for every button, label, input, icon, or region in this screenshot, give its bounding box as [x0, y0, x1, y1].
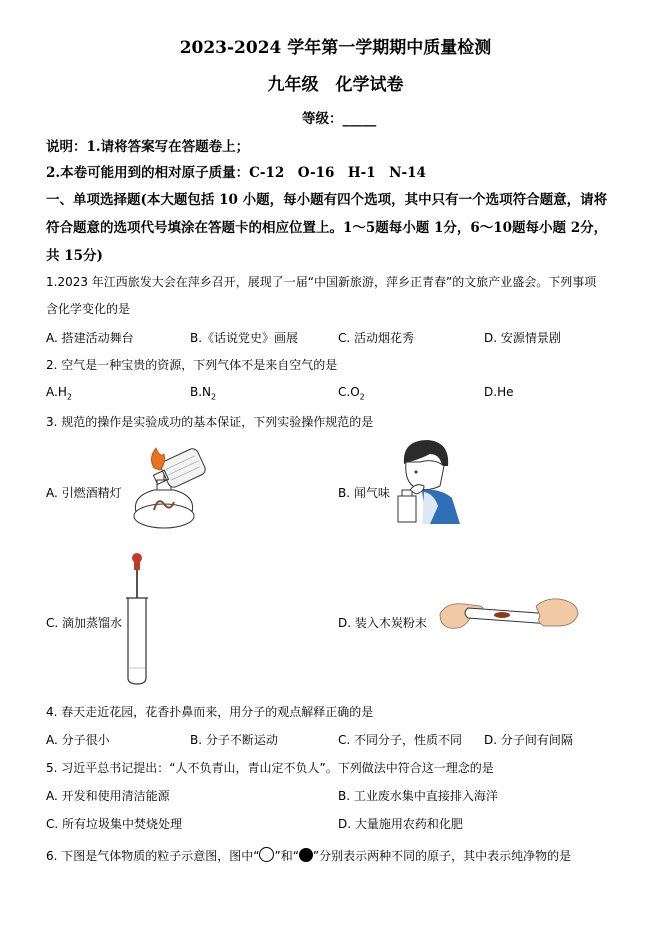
q1-stem-line1: 1.2023 年江西旅发大会在萍乡召开，展现了一届“中国新旅游，萍乡正青春”的文旅产业盛会。下列事项 [46, 275, 597, 289]
q5-option-a: A. 开发和使用清洁能源 [46, 789, 170, 803]
note-2: 2.本卷可能用到的相对原子质量：C-12 O-16 H-1 N-14 [46, 165, 426, 181]
q5-stem: 5. 习近平总书记提出：“人不负青山，青山定不负人”。下列做法中符合这一理念的是 [46, 761, 494, 775]
q1-option-b: B.《话说党史》画展 [190, 331, 299, 345]
q1-option-a: A. 搭建活动舞台 [46, 331, 134, 345]
q5-option-c: C. 所有垃圾集中焚烧处理 [46, 817, 183, 831]
section1-line3: 共 15分) [46, 248, 103, 264]
hollow-atom-icon [259, 847, 274, 862]
q1-option-c: C. 活动烟花秀 [338, 331, 415, 345]
q2-option-d: D.He [484, 385, 514, 399]
q3-option-a: A. 引燃酒精灯 [46, 486, 122, 500]
dropper-test-tube-illustration [124, 552, 154, 686]
q2-option-a: $A.H_2$ [46, 385, 72, 402]
charcoal-powder-illustration [440, 596, 580, 636]
q2-stem: 2. 空气是一种宝贵的资源，下列气体不是来自空气的是 [46, 358, 338, 372]
smell-gas-illustration [394, 436, 464, 524]
section1-line1: 一、单项选择题(本大题包括 10 小题，每小题有四个选项，其中只有一个选项符合题意，请将 [46, 192, 608, 208]
grade-blank: _____ [342, 111, 377, 127]
q3-stem: 3. 规范的操作是实验成功的基本保证，下列实验操作规范的是 [46, 415, 374, 429]
q2-option-c: $C.O_2$ [338, 385, 365, 402]
section1-line2: 符合题意的选项代号填涂在答题卡的相应位置上。1～5题每小题 1分，6～10题每小题 2分， [46, 220, 608, 236]
grade-label: 等级： [302, 111, 343, 127]
q4-option-c: C. 不同分子，性质不同 [338, 733, 463, 747]
q3-option-b: B. 闻气味 [338, 486, 390, 500]
solid-atom-icon [299, 848, 313, 862]
note-1: 说明：1.请将答案写在答题卷上； [46, 139, 250, 155]
q3-option-d: D. 装入木炭粉末 [338, 616, 427, 630]
q1-stem-line2: 含化学变化的是 [46, 302, 131, 316]
q4-option-a: A. 分子很小 [46, 733, 110, 747]
q5-option-d: D. 大量施用农药和化肥 [338, 817, 463, 831]
q1-option-d: D. 安源情景剧 [484, 331, 561, 345]
alcohol-lamp-illustration [124, 446, 214, 532]
exam-title: 2023-2024 学年第一学期期中质量检测 [179, 38, 492, 58]
q4-option-b: B. 分子不断运动 [190, 733, 278, 747]
q4-stem: 4. 春天走近花园，花香扑鼻而来，用分子的观点解释正确的是 [46, 705, 374, 719]
q4-option-d: D. 分子间有间隔 [484, 733, 573, 747]
q2-option-b: $B.N_2$ [190, 385, 217, 402]
exam-subtitle: 九年级 化学试卷 [267, 75, 404, 95]
grade-field [302, 107, 376, 127]
q6-stem: 6. 下图是气体物质的粒子示意图，图中“ ”和“ ”分别表示两种不同的原子，其中表示纯净物的是 [46, 849, 572, 863]
q5-option-b: B. 工业废水集中直接排入海洋 [338, 789, 498, 803]
q3-option-c: C. 滴加蒸馏水 [46, 616, 123, 630]
